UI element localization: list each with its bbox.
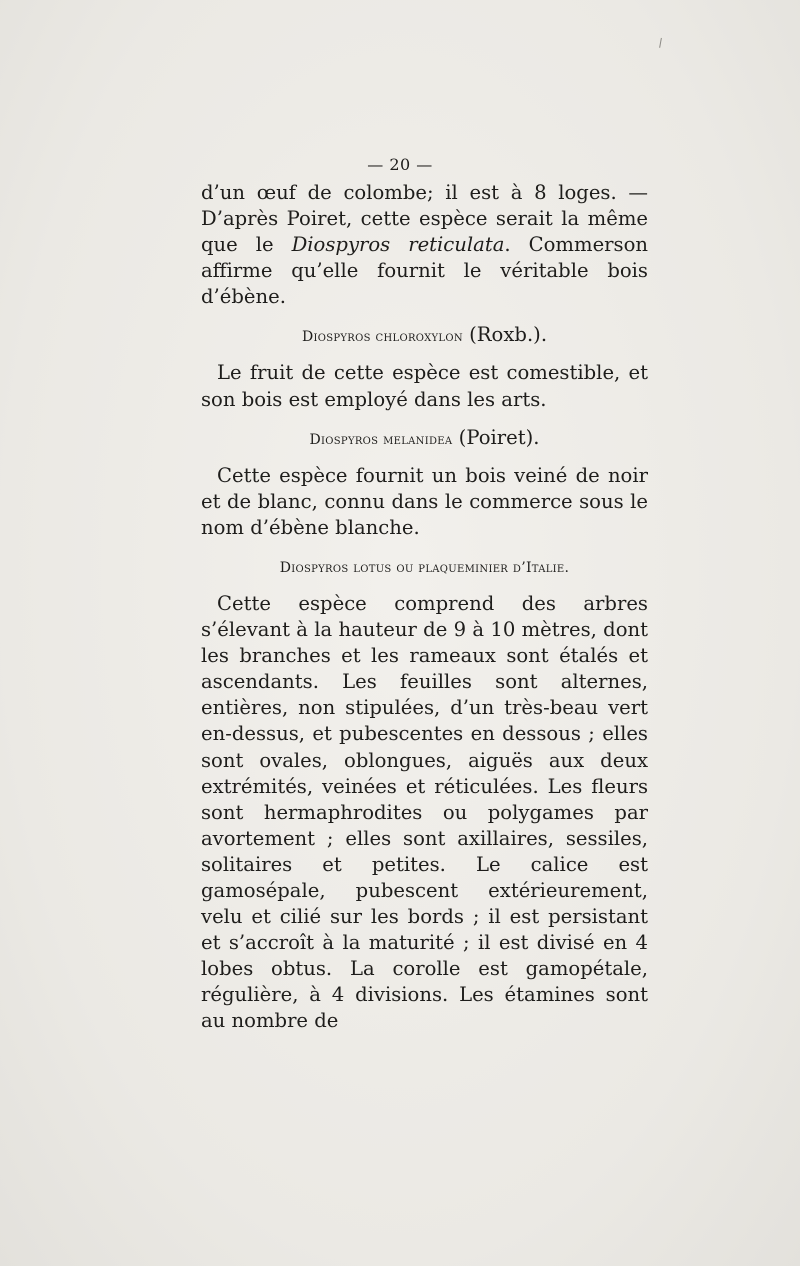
paragraph-1-text-a: d’un œuf de colombe; il est à 8 loges. — D’après Poiret, cette espèce serait la même que le [201,181,648,257]
heading-species-name: Diospyros chloroxylon [301,329,463,346]
paragraph-lotus: Cette espèce comprend des arbres s’élevant à la hauteur de 9 à 10 mètres, dont les branches et les rameaux sont étalés et ascendants. Les feuilles sont alternes, entières, non stipulées, d’un très-beau vert en-dessus, et pubescentes en dessous ; elles sont ovales, oblongues, aiguës aux deux extrémités, veinées et réticulées. Les fleurs sont hermaphrodites ou polygames par avortement ; elles sont axillaires, sessiles, solitaires et petites. Le calice est gamosépale, pubescent extérieurement, velu et cilié sur les bords ; il est persistant et s’accroît à la maturité ; il est divisé en 4 lobes obtus. La corolle est gamopétale, régulière, à 4 divisions. Les étamines sont au nombre de [201,591,648,1033]
margin-mark [659,38,664,48]
paragraph-continuation [201,180,648,310]
body-text [201,180,648,1035]
heading-author: (Poiret). [458,425,540,449]
section-heading-melanidea [201,425,648,453]
heading-species-name: Diospyros lotus ou plaqueminier d’Italie. [279,559,570,576]
heading-author: (Roxb.). [469,323,548,347]
section-heading-lotus [201,553,648,581]
paragraph-melanidea: Cette espèce fournit un bois veiné de noir et de blanc, connu dans le commerce sous le nom d’ébène blanche. [201,463,648,539]
paragraph-1-text-b: . Commerson affirme qu’elle fournit le véritable bois d’ébène. [201,233,649,309]
paragraph-chloroxylon: Le fruit de cette espèce est comestible, et son bois est employé dans les arts. [201,361,648,411]
page-number: — 20 — [367,155,433,174]
section-heading-chloroxylon [201,322,648,350]
heading-species-name: Diospyros melanidea [309,431,453,448]
species-name-italic: Diospyros reticulata [291,233,505,257]
